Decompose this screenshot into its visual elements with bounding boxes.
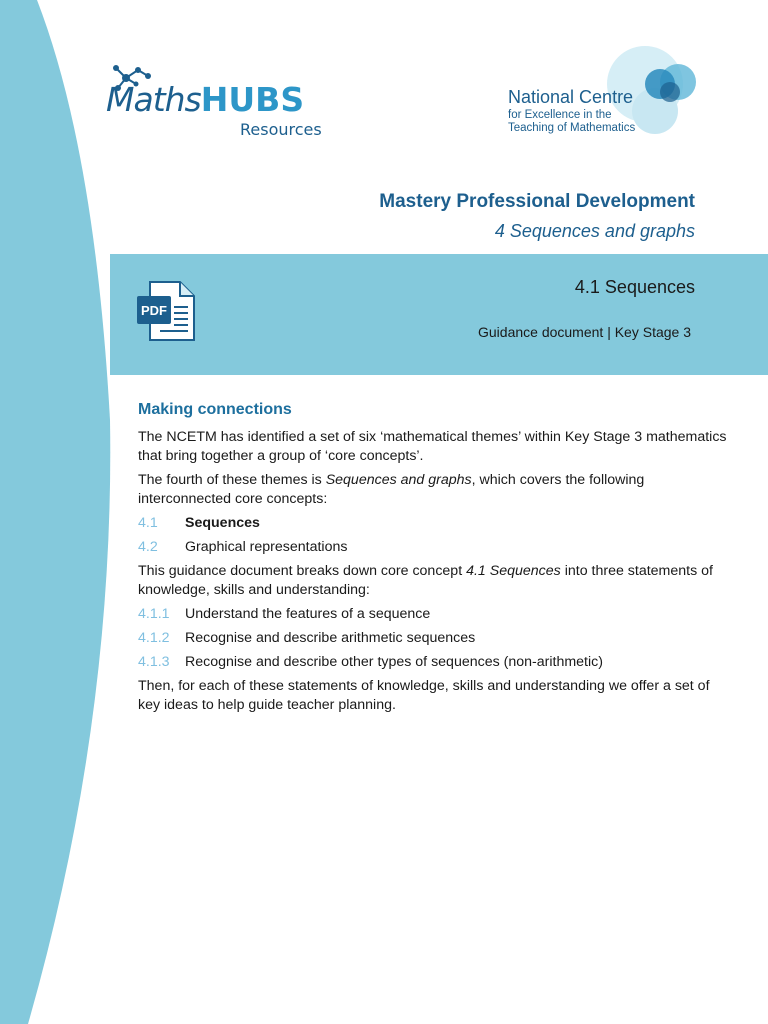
statement-label: Recognise and describe arithmetic sequences [185, 630, 476, 646]
concept-number: 4.2 [138, 539, 158, 555]
pdf-icon-label: PDF [141, 303, 167, 318]
list-item [138, 653, 728, 672]
section-heading: Making connections [138, 401, 292, 418]
maths-hubs-wordmark: MathsHUBS [106, 80, 305, 119]
concept-number: 4.1 [138, 515, 158, 531]
document-series-title: Mastery Professional Development [379, 191, 695, 212]
maths-hubs-resources-label: Resources [240, 120, 322, 139]
ncetm-logo [508, 46, 708, 136]
list-item [138, 514, 728, 533]
concept-label: Sequences [185, 515, 260, 531]
ncetm-subtitle-line1: for Excellence in the [508, 109, 612, 121]
maths-hubs-logo [106, 62, 336, 142]
paragraph-fourth-theme: The fourth of these themes is Sequences and graphs, which covers the following interconnected core concepts: [138, 472, 645, 507]
making-connections-section [138, 400, 728, 720]
statement-number: 4.1.3 [138, 654, 170, 670]
list-item [138, 629, 728, 648]
list-item [138, 538, 728, 557]
statement-label: Recognise and describe other types of sequences (non-arithmetic) [185, 654, 603, 670]
banner-title: 4.1 Sequences [574, 277, 695, 297]
ncetm-title: National Centre [508, 87, 634, 107]
paragraph-breakdown: This guidance document breaks down core concept 4.1 Sequences into three statements of knowledge, skills and understanding: [138, 563, 713, 598]
ncetm-subtitle-line2: Teaching of Mathematics [508, 122, 636, 134]
document-theme-subtitle: 4 Sequences and graphs [494, 221, 695, 241]
title-banner [110, 254, 768, 375]
paragraph-key-ideas: Then, for each of these statements of knowledge, skills and understanding we offer a set of key ideas to help guide teacher planning. [138, 678, 710, 713]
statement-number: 4.1.1 [138, 606, 170, 622]
list-item [138, 605, 728, 624]
ncetm-subtitle [508, 109, 635, 135]
paragraph-themes: The NCETM has identified a set of six ‘mathematical themes’ within Key Stage 3 mathematics that bring together a group of ‘core concepts’. [138, 429, 727, 464]
statement-number: 4.1.2 [138, 630, 170, 646]
banner-subtitle: Guidance document | Key Stage 3 [478, 324, 691, 340]
pdf-file-icon [136, 280, 196, 342]
statement-label: Understand the features of a sequence [185, 606, 431, 622]
concept-label: Graphical representations [185, 539, 348, 555]
